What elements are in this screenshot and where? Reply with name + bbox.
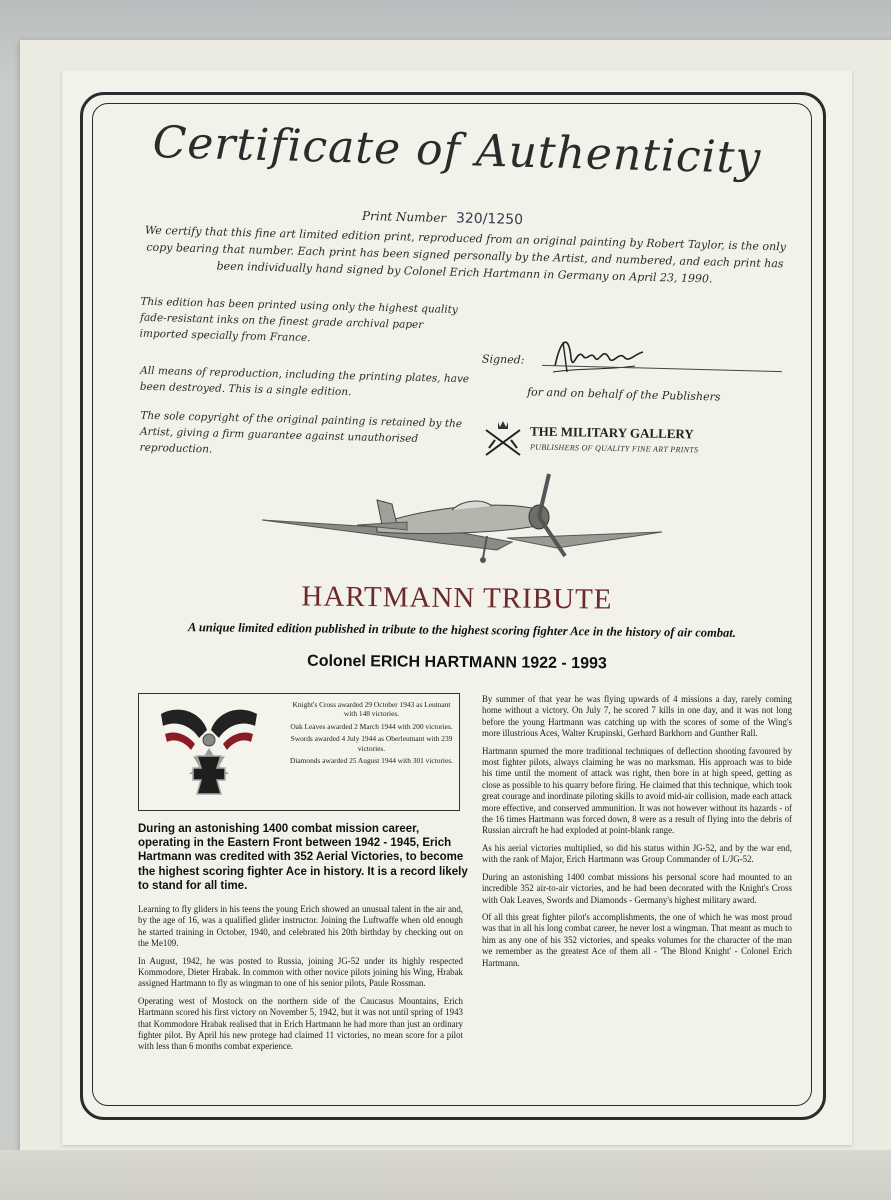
body-paragraph: Hartmann spurned the more traditional techniques of deflection shooting favoured by most fighter pilots, always claiming he was no marksman. His approach was to bide his time until the moment of attack was right, then bore in at high speed, getting as close as possible to his quarry before firing. He claimed that this technique, which took great courage and inordinate piloting skills to avoid mid-air collision, made each attack more effective, and conserved ammunition. It was not however without its hazards - of the 16 times Hartmann was forced down, 8 were as a result of flying into the debris of Russian aircraft he had exploded at point-blank range. — [482, 745, 792, 836]
publisher-behalf: for and on behalf of the Publishers — [526, 385, 721, 404]
tribute-title: HARTMANN TRIBUTE — [301, 580, 613, 616]
award-line: Swords awarded 4 July 1944 as Oberleutnant with 239 victories. — [290, 734, 453, 753]
left-column — [138, 904, 463, 1059]
award-line: Diamonds awarded 25 August 1944 with 301 victories. — [290, 756, 453, 766]
print-number-value: 320/1250 — [455, 210, 524, 229]
body-paragraph: In August, 1942, he was posted to Russia, joining JG-52 under its highly respected Kommodore, Dieter Hrabak. In common with other novice pilots joining his Wing, Hrabak assigned Hartmann to fly as wingman to one of his senior pilots, Paule Rossman. — [138, 955, 463, 989]
lead-paragraph: During an astonishing 1400 combat mission career, operating in the Eastern Front between 1942 - 1945, Erich Hartmann was credited with 352 Aerial Victories, to become the highest scoring fighter Ace in history. It is a record likely to stand for all time. — [138, 823, 468, 892]
edition-paragraph: This edition has been printed using only the highest quality fade-resistant inks on the finest grade archival paper imported specially from France. — [139, 295, 458, 345]
award-line: Oak Leaves awarded 2 March 1944 with 200 victories. — [290, 721, 453, 731]
publisher-tagline: PUBLISHERS OF QUALITY FINE ART PRINTS — [529, 442, 699, 455]
print-number-label: Print Number — [361, 208, 447, 226]
crossed-swords-crown-icon — [480, 418, 526, 458]
certificate-sheet — [62, 70, 852, 1145]
body-paragraph: During an astonishing 1400 combat missions his personal score had mounted to an incredible 352 air-to-air victories, and he had been decorated with the Knight's Cross with Oak Leaves, Swords and Diamonds - Germany's highest military award. — [482, 871, 792, 905]
body-paragraph: By summer of that year he was flying upwards of 4 missions a day, rarely coming home without a victory. On July 7, he scored 7 kills in one day, and it was not long before the young Hartmann was catching up with the scores of some of the Wing's more illustrious Aces, Walter Krupinski, Gerhard Barkhorn and Gunther Rall. — [482, 694, 792, 739]
reproduction-paragraph: All means of reproduction, including the printing plates, have been destroyed. This is a single edition. — [139, 364, 470, 399]
tribute-subtitle: A unique limited edition published in tribute to the highest scoring fighter Ace in the history of air combat. — [188, 620, 737, 640]
colonel-heading: Colonel ERICH HARTMANN 1922 - 1993 — [307, 652, 607, 673]
aircraft-illustration — [257, 470, 677, 575]
knights-cross-medal-icon — [159, 704, 259, 802]
publisher-name: THE MILITARY GALLERY — [529, 423, 694, 442]
body-paragraph: Of all this great fighter pilot's accomplishments, the one of which he was most proud was that in all his long combat career, he never lost a wingman. That meant as much to him as any one of his 352 victories, and speaks volumes for the character of the man we remember as the greatest Ace of them all - 'The Blond Knight' - Colonel Erich Hartmann. — [482, 911, 792, 968]
award-box — [138, 693, 460, 811]
signature — [547, 328, 667, 378]
right-column — [482, 694, 792, 975]
certificate-title: Certificate of Authenticity — [152, 117, 762, 184]
copyright-paragraph: The sole copyright of the original painting is retained by the Artist, giving a firm guarantee against unauthorised reproduction. — [139, 409, 463, 456]
body-paragraph: Operating west of Mostock on the northern side of the Caucasus Mountains, Erich Hartmann scored his first victory on November 5, 1942, but it was not until spring of 1943 that Kommodore Hrabak realised that in Erich Hartmann he had more than just an ordinary fighter pilot. By April his new protege had claimed 11 victories, no mean score for a pilot with less than 6 months combat experience. — [138, 995, 463, 1052]
bottom-surface — [0, 1150, 891, 1200]
award-line: Knight's Cross awarded 29 October 1943 as Leutnant with 148 victories. — [292, 700, 451, 719]
certification-statement: We certify that this fine art limited edition print, reproduced from an original painting by Robert Taylor, is the only copy bearing that number. Each print has been signed personally by the Artist, and numbered, and each print has been individually hand signed by Colonel Erich Hartmann in Germany on April 23, 1990. — [144, 223, 787, 286]
body-paragraph: Learning to fly gliders in his teens the young Erich showed an unusual talent in the air and, by the age of 16, was a qualified glider instructor. Joining the Luftwaffe when old enough he started training in October, 1940, and celebrated his 20th birthday by checking out on the Me109. — [138, 904, 463, 949]
signed-label: Signed: — [481, 352, 525, 367]
award-list — [289, 700, 454, 768]
body-paragraph: As his aerial victories multiplied, so did his status within JG-52, and by the war end, with the rank of Major, Erich Hartmann was Group Commander of I./JG-52. — [482, 842, 792, 865]
